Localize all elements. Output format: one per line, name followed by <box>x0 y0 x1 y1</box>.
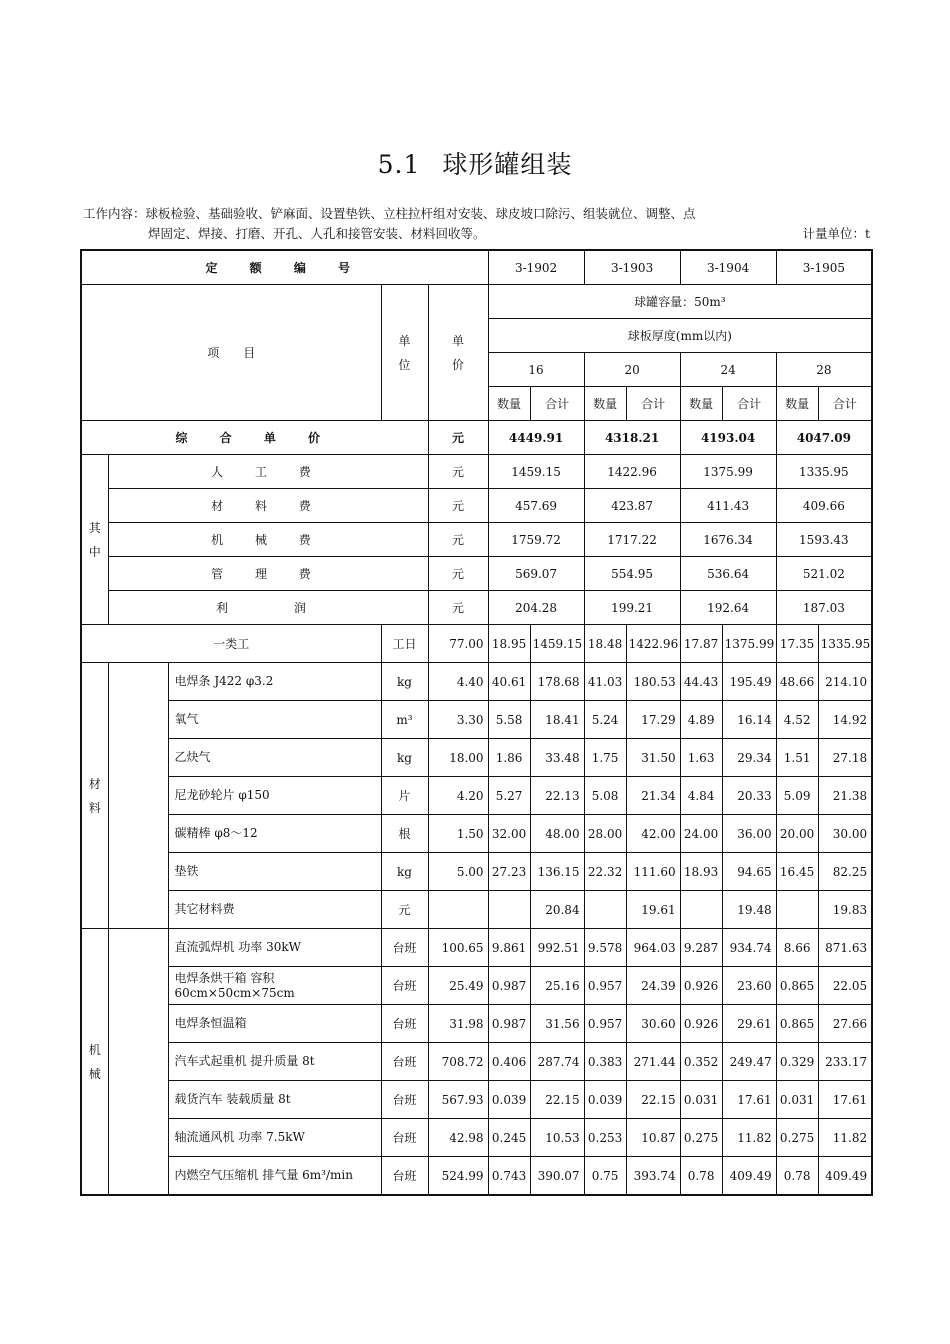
machine-row-total: 22.15 <box>530 1081 584 1119</box>
breakdown-label <box>108 557 428 591</box>
machine-row-qty: 0.78 <box>680 1157 722 1196</box>
material-row-total: 17.29 <box>626 701 680 739</box>
work-content-line2: 焊固定、焊接、打磨、开孔、人孔和接管安装、材料回收等。 <box>148 226 486 241</box>
labor-label: 一类工 <box>81 625 381 663</box>
thickness-value: 20 <box>584 353 680 387</box>
material-row <box>81 701 872 739</box>
machine-row-qty: 0.275 <box>680 1119 722 1157</box>
machine-row-total: 29.61 <box>722 1005 776 1043</box>
machine-row-name: 载货汽车 装载质量 8t <box>168 1081 381 1119</box>
quota-code: 3-1902 <box>488 250 584 285</box>
material-row-unit: kg <box>381 663 428 701</box>
material-row-qty: 1.51 <box>776 739 818 777</box>
material-row-qty: 4.89 <box>680 701 722 739</box>
material-row-total: 30.00 <box>818 815 872 853</box>
machine-row-unit: 台班 <box>381 1157 428 1196</box>
material-row-total: 29.34 <box>722 739 776 777</box>
section-title: 球形罐组装 <box>442 150 573 179</box>
breakdown-label <box>108 489 428 523</box>
material-row-price: 1.50 <box>428 815 488 853</box>
material-row-total: 20.33 <box>722 777 776 815</box>
unit-header: 单 位 <box>381 285 428 421</box>
quota-code: 3-1903 <box>584 250 680 285</box>
material-row-unit: m³ <box>381 701 428 739</box>
material-row-total: 19.83 <box>818 891 872 929</box>
machine-row-qty: 0.987 <box>488 1005 530 1043</box>
machine-row-unit: 台班 <box>381 1005 428 1043</box>
breakdown-row <box>81 591 872 625</box>
machine-row-qty: 9.861 <box>488 929 530 967</box>
breakdown-label-text: 人 工 费 <box>211 465 325 479</box>
breakdown-label-text: 机 械 费 <box>211 533 325 547</box>
machine-row-qty: 0.406 <box>488 1043 530 1081</box>
machine-row-qty: 0.329 <box>776 1043 818 1081</box>
material-row <box>81 663 872 701</box>
machine-row-name: 轴流通风机 功率 7.5kW <box>168 1119 381 1157</box>
qty-header: 数量 <box>584 387 626 421</box>
machine-row-qty: 0.865 <box>776 1005 818 1043</box>
composite-value: 4318.21 <box>584 421 680 455</box>
machine-row-name: 电焊条烘干箱 容积 60cm×50cm×75cm <box>168 967 381 1005</box>
material-row-unit: kg <box>381 739 428 777</box>
material-row-qty: 5.27 <box>488 777 530 815</box>
material-row-total: 27.18 <box>818 739 872 777</box>
machine-row-total: 271.44 <box>626 1043 680 1081</box>
breakdown-value: 1459.15 <box>488 455 584 489</box>
work-content <box>83 204 873 244</box>
material-row-qty: 5.58 <box>488 701 530 739</box>
breakdown-unit: 元 <box>428 489 488 523</box>
breakdown-row <box>81 489 872 523</box>
machine-row-price: 524.99 <box>428 1157 488 1196</box>
breakdown-value: 536.64 <box>680 557 776 591</box>
breakdown-value: 554.95 <box>584 557 680 591</box>
material-row-total: 111.60 <box>626 853 680 891</box>
material-row-total: 94.65 <box>722 853 776 891</box>
material-row-qty: 18.93 <box>680 853 722 891</box>
material-row-total: 195.49 <box>722 663 776 701</box>
composite-label: 综 合 单 价 <box>81 421 428 455</box>
labor-total: 1335.95 <box>818 625 872 663</box>
price-header: 单 价 <box>428 285 488 421</box>
machine-row <box>81 1005 872 1043</box>
machine-row-qty: 0.957 <box>584 1005 626 1043</box>
machine-row-price: 100.65 <box>428 929 488 967</box>
material-row-qty: 1.86 <box>488 739 530 777</box>
composite-price-row <box>81 421 872 455</box>
labor-qty: 18.48 <box>584 625 626 663</box>
labor-qty: 17.87 <box>680 625 722 663</box>
material-row-total: 180.53 <box>626 663 680 701</box>
material-row-total: 82.25 <box>818 853 872 891</box>
material-row-total: 36.00 <box>722 815 776 853</box>
material-row-qty: 28.00 <box>584 815 626 853</box>
material-row-qty: 22.32 <box>584 853 626 891</box>
header-row-capacity <box>81 285 872 319</box>
material-row-qty: 1.75 <box>584 739 626 777</box>
machine-row-total: 17.61 <box>818 1081 872 1119</box>
material-row-total: 21.38 <box>818 777 872 815</box>
composite-value: 4193.04 <box>680 421 776 455</box>
breakdown-value: 1422.96 <box>584 455 680 489</box>
material-row-unit: 片 <box>381 777 428 815</box>
material-row-price: 3.30 <box>428 701 488 739</box>
material-row-total: 33.48 <box>530 739 584 777</box>
material-row-qty <box>488 891 530 929</box>
quota-code: 3-1904 <box>680 250 776 285</box>
machine-row-qty: 0.865 <box>776 967 818 1005</box>
machine-row-name: 内燃空气压缩机 排气量 6m³/min <box>168 1157 381 1196</box>
breakdown-label-text: 管 理 费 <box>211 567 325 581</box>
machine-row <box>81 967 872 1005</box>
machine-row-total: 409.49 <box>722 1157 776 1196</box>
material-row-qty: 24.00 <box>680 815 722 853</box>
table-body <box>81 250 872 1195</box>
machine-row-total: 233.17 <box>818 1043 872 1081</box>
machine-row-qty: 0.039 <box>488 1081 530 1119</box>
machine-row-price: 42.98 <box>428 1119 488 1157</box>
material-row <box>81 777 872 815</box>
machine-row-total: 409.49 <box>818 1157 872 1196</box>
machine-row-price: 708.72 <box>428 1043 488 1081</box>
material-row <box>81 739 872 777</box>
breakdown-group-label: 其 中 <box>81 455 108 625</box>
thickness-label: 球板厚度(mm以内) <box>488 319 872 353</box>
breakdown-row <box>81 455 872 489</box>
breakdown-value: 423.87 <box>584 489 680 523</box>
machine-row-total: 934.74 <box>722 929 776 967</box>
material-row-name: 氧气 <box>168 701 381 739</box>
machine-row-price: 31.98 <box>428 1005 488 1043</box>
breakdown-value: 569.07 <box>488 557 584 591</box>
machine-row-qty: 0.743 <box>488 1157 530 1196</box>
labor-unit: 工日 <box>381 625 428 663</box>
breakdown-value: 192.64 <box>680 591 776 625</box>
machine-row-name: 汽车式起重机 提升质量 8t <box>168 1043 381 1081</box>
breakdown-value: 1759.72 <box>488 523 584 557</box>
machine-row-name: 直流弧焊机 功率 30kW <box>168 929 381 967</box>
materials-group-label: 材 料 <box>81 663 108 929</box>
material-row-total: 20.84 <box>530 891 584 929</box>
machine-row-total: 11.82 <box>722 1119 776 1157</box>
machine-row-total: 287.74 <box>530 1043 584 1081</box>
machine-row-qty: 0.987 <box>488 967 530 1005</box>
breakdown-label <box>108 455 428 489</box>
breakdown-label-text: 利 润 <box>215 601 320 615</box>
material-row-total: 214.10 <box>818 663 872 701</box>
breakdown-value: 1335.95 <box>776 455 872 489</box>
machine-row-total: 11.82 <box>818 1119 872 1157</box>
thickness-value: 28 <box>776 353 872 387</box>
material-row-unit: 元 <box>381 891 428 929</box>
material-row-price: 5.00 <box>428 853 488 891</box>
material-row-total: 42.00 <box>626 815 680 853</box>
machine-row-total: 249.47 <box>722 1043 776 1081</box>
material-row <box>81 815 872 853</box>
labor-row <box>81 625 872 663</box>
machine-row-qty: 9.578 <box>584 929 626 967</box>
breakdown-unit: 元 <box>428 455 488 489</box>
qty-header: 数量 <box>680 387 722 421</box>
breakdown-unit: 元 <box>428 591 488 625</box>
machine-row-unit: 台班 <box>381 1119 428 1157</box>
machine-row <box>81 1043 872 1081</box>
breakdown-value: 1593.43 <box>776 523 872 557</box>
machine-row-qty: 8.66 <box>776 929 818 967</box>
machine-row-total: 10.53 <box>530 1119 584 1157</box>
machine-row <box>81 929 872 967</box>
material-row-name: 尼龙砂轮片 φ150 <box>168 777 381 815</box>
material-row-name: 垫铁 <box>168 853 381 891</box>
material-row-qty: 44.43 <box>680 663 722 701</box>
measure-unit-note: 计量单位：t <box>802 226 870 241</box>
machine-row <box>81 1119 872 1157</box>
material-row-price: 18.00 <box>428 739 488 777</box>
material-row-total: 19.48 <box>722 891 776 929</box>
material-row-total: 19.61 <box>626 891 680 929</box>
machine-row-total: 23.60 <box>722 967 776 1005</box>
machine-row-total: 393.74 <box>626 1157 680 1196</box>
breakdown-value: 1676.34 <box>680 523 776 557</box>
machine-row-qty: 0.383 <box>584 1043 626 1081</box>
labor-total: 1375.99 <box>722 625 776 663</box>
breakdown-label-text: 材 料 费 <box>211 499 325 513</box>
machine-row-total: 390.07 <box>530 1157 584 1196</box>
material-row <box>81 891 872 929</box>
breakdown-value: 411.43 <box>680 489 776 523</box>
machine-row-total: 24.39 <box>626 967 680 1005</box>
machine-row-total: 871.63 <box>818 929 872 967</box>
machine-row-total: 992.51 <box>530 929 584 967</box>
machine-row-total: 25.16 <box>530 967 584 1005</box>
breakdown-value: 199.21 <box>584 591 680 625</box>
machine-row-total: 30.60 <box>626 1005 680 1043</box>
machine-row <box>81 1081 872 1119</box>
machine-row-qty: 0.78 <box>776 1157 818 1196</box>
thickness-value: 24 <box>680 353 776 387</box>
machines-blank-cell <box>108 929 168 1196</box>
machine-row <box>81 1157 872 1196</box>
machine-row-price: 25.49 <box>428 967 488 1005</box>
composite-value: 4449.91 <box>488 421 584 455</box>
breakdown-value: 187.03 <box>776 591 872 625</box>
machine-row-qty: 0.926 <box>680 1005 722 1043</box>
material-row-qty: 48.66 <box>776 663 818 701</box>
breakdown-row <box>81 523 872 557</box>
qty-header: 数量 <box>776 387 818 421</box>
machine-row-unit: 台班 <box>381 1081 428 1119</box>
machine-row-qty: 0.352 <box>680 1043 722 1081</box>
material-row-qty: 4.52 <box>776 701 818 739</box>
breakdown-value: 409.66 <box>776 489 872 523</box>
machine-row-total: 10.87 <box>626 1119 680 1157</box>
machine-row-qty: 0.275 <box>776 1119 818 1157</box>
page-title <box>0 145 950 181</box>
machine-row-name: 电焊条恒温箱 <box>168 1005 381 1043</box>
material-row-name: 电焊条 J422 φ3.2 <box>168 663 381 701</box>
breakdown-value: 1717.22 <box>584 523 680 557</box>
section-number: 5.1 <box>377 150 421 179</box>
machine-row-qty: 0.031 <box>776 1081 818 1119</box>
breakdown-unit: 元 <box>428 557 488 591</box>
material-row-total: 136.15 <box>530 853 584 891</box>
composite-value: 4047.09 <box>776 421 872 455</box>
machine-row-unit: 台班 <box>381 1043 428 1081</box>
machine-row-unit: 台班 <box>381 967 428 1005</box>
total-header: 合计 <box>818 387 872 421</box>
material-row-qty: 20.00 <box>776 815 818 853</box>
material-row-total: 22.13 <box>530 777 584 815</box>
material-row-total: 48.00 <box>530 815 584 853</box>
machine-row-total: 31.56 <box>530 1005 584 1043</box>
material-row-qty: 41.03 <box>584 663 626 701</box>
material-row-name: 其它材料费 <box>168 891 381 929</box>
machine-row-total: 22.15 <box>626 1081 680 1119</box>
qty-header: 数量 <box>488 387 530 421</box>
material-row-qty <box>680 891 722 929</box>
material-row-total: 14.92 <box>818 701 872 739</box>
labor-total: 1422.96 <box>626 625 680 663</box>
machine-row-total: 964.03 <box>626 929 680 967</box>
machines-group-label: 机 械 <box>81 929 108 1196</box>
item-label: 项 目 <box>81 285 381 421</box>
machine-row-qty: 0.031 <box>680 1081 722 1119</box>
machine-row-qty: 9.287 <box>680 929 722 967</box>
machine-row-price: 567.93 <box>428 1081 488 1119</box>
total-header: 合计 <box>626 387 680 421</box>
breakdown-label <box>108 523 428 557</box>
material-row-name: 碳精棒 φ8～12 <box>168 815 381 853</box>
material-row-total: 31.50 <box>626 739 680 777</box>
machine-row-qty: 0.039 <box>584 1081 626 1119</box>
material-row-qty: 5.08 <box>584 777 626 815</box>
breakdown-value: 521.02 <box>776 557 872 591</box>
machine-row-qty: 0.926 <box>680 967 722 1005</box>
material-row-unit: kg <box>381 853 428 891</box>
material-row-qty <box>584 891 626 929</box>
machine-row-qty: 0.253 <box>584 1119 626 1157</box>
material-row-total: 18.41 <box>530 701 584 739</box>
material-row-qty: 40.61 <box>488 663 530 701</box>
breakdown-label <box>108 591 428 625</box>
material-row-qty: 32.00 <box>488 815 530 853</box>
material-row-unit: 根 <box>381 815 428 853</box>
material-row-qty: 1.63 <box>680 739 722 777</box>
breakdown-row <box>81 557 872 591</box>
machine-row-qty: 0.957 <box>584 967 626 1005</box>
material-row-qty <box>776 891 818 929</box>
thickness-value: 16 <box>488 353 584 387</box>
composite-unit: 元 <box>428 421 488 455</box>
material-row-price <box>428 891 488 929</box>
machine-row-total: 22.05 <box>818 967 872 1005</box>
quota-code: 3-1905 <box>776 250 872 285</box>
labor-qty: 18.95 <box>488 625 530 663</box>
capacity-label: 球罐容量：50m³ <box>488 285 872 319</box>
machine-row-unit: 台班 <box>381 929 428 967</box>
materials-blank-cell <box>108 663 168 929</box>
work-content-line1: 工作内容：球板检验、基础验收、铲麻面、设置垫铁、立柱拉杆组对安装、球皮坡口除污、组装就位、调整、点 <box>83 206 696 221</box>
material-row-qty: 5.09 <box>776 777 818 815</box>
breakdown-value: 1375.99 <box>680 455 776 489</box>
quota-table <box>80 249 873 1196</box>
material-row-price: 4.20 <box>428 777 488 815</box>
labor-qty: 17.35 <box>776 625 818 663</box>
breakdown-value: 204.28 <box>488 591 584 625</box>
material-row-name: 乙炔气 <box>168 739 381 777</box>
material-row-qty: 16.45 <box>776 853 818 891</box>
breakdown-unit: 元 <box>428 523 488 557</box>
labor-price: 77.00 <box>428 625 488 663</box>
machine-row-total: 27.66 <box>818 1005 872 1043</box>
total-header: 合计 <box>722 387 776 421</box>
material-row-total: 16.14 <box>722 701 776 739</box>
machine-row-total: 17.61 <box>722 1081 776 1119</box>
material-row-qty: 5.24 <box>584 701 626 739</box>
machine-row-qty: 0.245 <box>488 1119 530 1157</box>
material-row-qty: 27.23 <box>488 853 530 891</box>
quota-number-row <box>81 250 872 285</box>
material-row-total: 21.34 <box>626 777 680 815</box>
material-row-qty: 4.84 <box>680 777 722 815</box>
machine-row-qty: 0.75 <box>584 1157 626 1196</box>
quota-number-label: 定 额 编 号 <box>81 250 488 285</box>
material-row-price: 4.40 <box>428 663 488 701</box>
material-row-total: 178.68 <box>530 663 584 701</box>
breakdown-value: 457.69 <box>488 489 584 523</box>
total-header: 合计 <box>530 387 584 421</box>
labor-total: 1459.15 <box>530 625 584 663</box>
material-row <box>81 853 872 891</box>
